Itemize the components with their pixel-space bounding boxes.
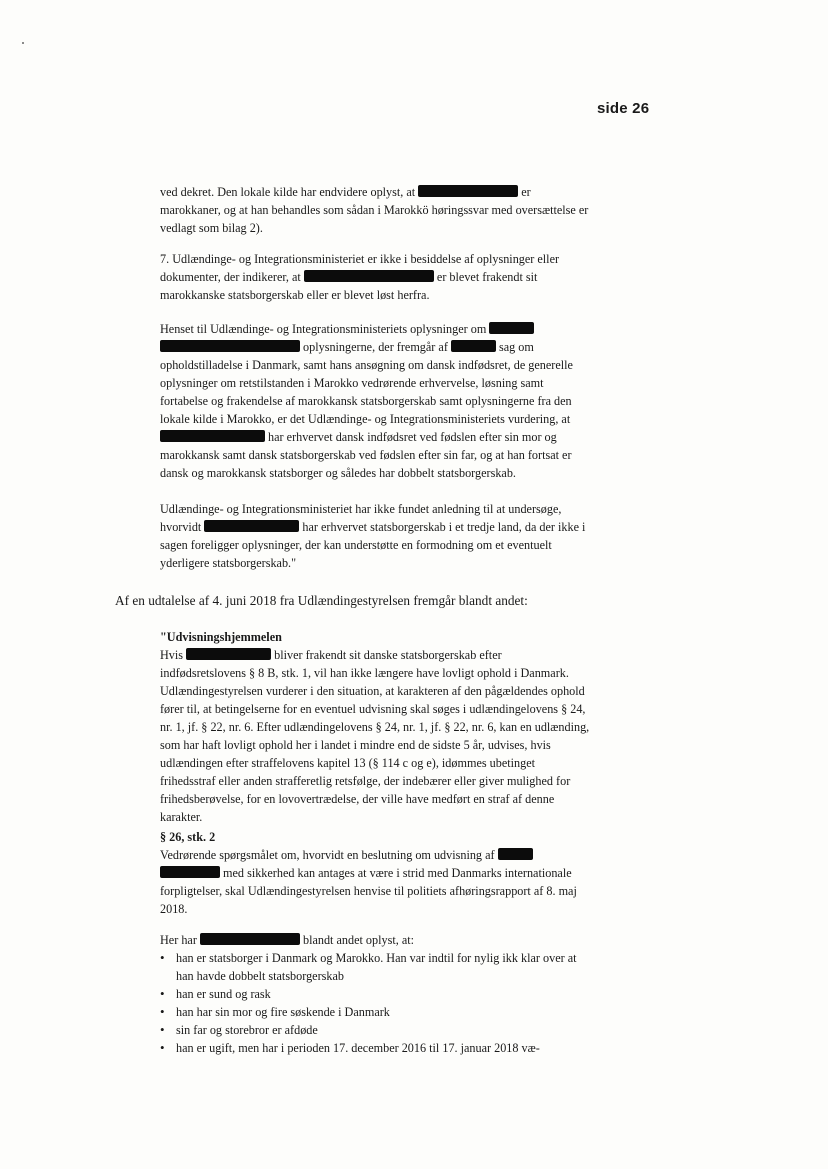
- redaction-bar: [498, 848, 533, 860]
- quote-section-26: [160, 828, 590, 918]
- redaction-bar: [160, 866, 220, 878]
- text: Henset til Udlændinge- og Integrationsministeriets oplysninger om: [160, 322, 487, 336]
- redaction-bar: [489, 322, 534, 334]
- text: er marokkaner, og at han behandles som sådan i Marokkö høringssvar med oversættelse er vedlagt som bilag 2).: [160, 185, 589, 235]
- redaction-bar: [200, 933, 300, 945]
- text: har erhvervet statsborgerskab i et tredje land, da der ikke i sagen foreligger oplysninger, der kan understøtte en formodning om et eventuelt yderligere statsborgerskab.": [160, 520, 586, 570]
- text: sag om opholdstilladelse i Danmark, samt hans ansøgning om dansk indfødsret, de generelle oplysninger om retstilstanden i Marokko vedrørende erhvervelse, løsning samt fortabelse og frakendelse af marokkansk statsborgerskab samt oplysningerne fra den lokale kilde i Marokko, er det Udlændinge- og Integrationsministeriets vurdering, at: [160, 340, 573, 426]
- list-item: • han er sund og rask: [160, 985, 590, 1003]
- section-heading: "Udvisningshjemmelen: [160, 630, 282, 644]
- text: Her har: [160, 933, 197, 947]
- text: Hvis: [160, 648, 184, 662]
- text: med sikkerhed kan antages at være i strid med Danmarks internationale forpligtelser, skal Udlændingestyrelsen henvise til politiets afhøringsrapport af 8. maj 2018.: [160, 866, 577, 916]
- text: Vedrørende spørgsmålet om, hvorvidt en beslutning om udvisning af: [160, 848, 495, 862]
- quote-statements: [160, 931, 590, 1057]
- paragraph-local-source: [160, 183, 590, 237]
- redaction-bar: [186, 648, 271, 660]
- list-item: • han har sin mor og fire søskende i Danmark: [160, 1003, 590, 1021]
- text: er blevet frakendt sit marokkanske statsborgerskab eller er blevet løst herfra.: [160, 270, 538, 302]
- paragraph-assessment: [160, 320, 590, 482]
- paragraph-third-country: [160, 500, 590, 572]
- text: 7. Udlændinge- og Integrationsministeriet er ikke i besiddelse af oplysninger eller dokumenter, der indikerer, at: [160, 252, 560, 284]
- text: oplysningerne, der fremgår af: [303, 340, 448, 354]
- paragraph-7: [160, 250, 590, 304]
- list-item: • sin far og storebror er afdøde: [160, 1021, 590, 1039]
- section-heading: § 26, stk. 2: [160, 830, 216, 844]
- statement-list: [160, 949, 590, 1057]
- quote-expulsion-basis: [160, 628, 590, 826]
- intro-statement: Af en udtalelse af 4. juni 2018 fra Udlændingestyrelsen fremgår blandt andet:: [115, 593, 528, 608]
- redaction-bar: [304, 270, 434, 282]
- redaction-bar: [451, 340, 496, 352]
- redaction-bar: [204, 520, 299, 532]
- text: har erhvervet dansk indfødsret ved fødslen efter sin mor og marokkansk samt dansk statsborgerskab ved fødslen efter sin far, og at han fortsat er dansk og marokkansk statsborger og således har dobbelt statsborgerskab.: [160, 430, 572, 480]
- redaction-bar: [160, 340, 300, 352]
- page-number: side 26: [597, 100, 650, 117]
- list-item: • han er statsborger i Danmark og Marokko. Han var indtil for nylig ikk klar over at han havde dobbelt statsborgerskab: [160, 949, 590, 985]
- scan-speck: [22, 42, 24, 44]
- list-item: • han er ugift, men har i perioden 17. december 2016 til 17. januar 2018 væ-: [160, 1039, 590, 1057]
- text: blandt andet oplyst, at:: [302, 933, 415, 947]
- text: Udlændinge- og Integrationsministeriet har ikke fundet anledning til at undersøge, hvorvidt: [160, 502, 562, 534]
- text: bliver frakendt sit danske statsborgerskab efter indfødsretslovens § 8 B, stk. 1, vil han ikke længere have lovligt ophold i Danmark. Udlændingestyrelsen vurderer i den situation, at karakteren af den pågældendes ophold fører til, at betingelserne for en eventuel udvisning skal søges i udlændingelovens § 24, nr. 1, jf. § 22, nr. 6. Efter udlændingelovens § 24, nr. 1, jf. § 22, nr. 6, kan en udlænding, som har haft lovligt ophold her i landet i mindre end de sidste 5 år, udvises, hvis udlændingen efter straffelovens kapitel 13 (§ 114 c og e), idømmes ubetinget frihedsstraf eller anden strafferetlig retsfølge, der indebærer eller giver mulighed for frihedsberøvelse, for en lovovertrædelse, der ville have medført en straf af denne karakter.: [160, 648, 590, 824]
- redaction-bar: [160, 430, 265, 442]
- redaction-bar: [418, 185, 518, 197]
- text: ved dekret. Den lokale kilde har endvidere oplyst, at: [160, 185, 416, 199]
